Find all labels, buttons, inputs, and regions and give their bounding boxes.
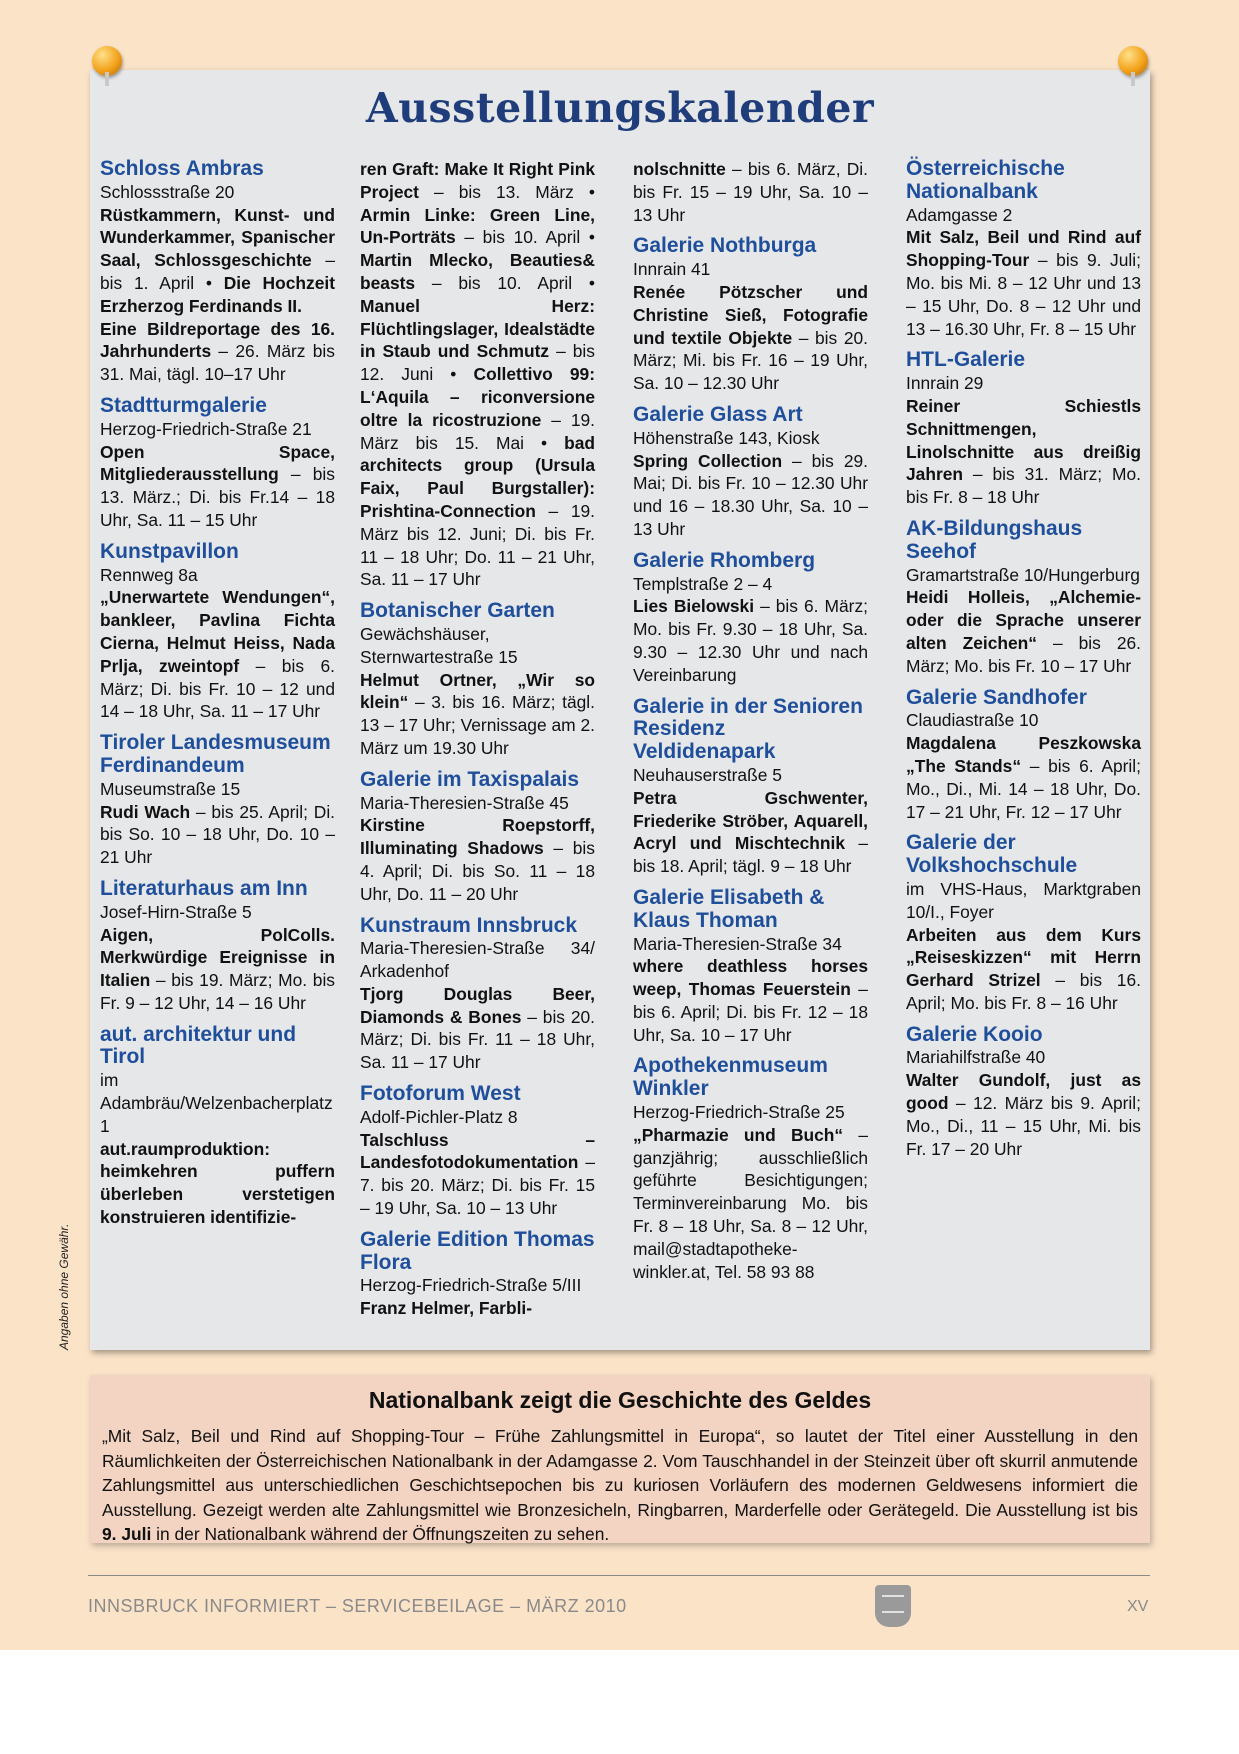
entry-text: Rüstkammern, Kunst- und Wunderkammer, Spanischer Saal, Schlossgeschichte – bis 1. April • Die Hochzeit Erzherzog Ferdinands II. [100, 204, 335, 316]
venue-heading: Schloss Ambras [100, 157, 264, 180]
venue-heading: Galerie Glass Art [633, 402, 803, 426]
box-text: „Mit Salz, Beil und Rind auf Shopping-Tour – Frühe Zahlungsmittel in Europa“, so lautet der Titel einer Ausstellung in den Räumlichkeiten der Österreichischen Nationalbank in der Adamgasse 2. Vom Tauschhandel in der Steinzeit über oft skurril anmutende Zahlungsmittel aus unterschiedlichen Geschichtsepochen bis zu kuriosen Vorläufern des modernen Geldwesens informiert die Ausstellung. Gezeigt werden alte Zahlungsmittel wie Bronzesicheln, Ringbarren, Marderfelle oder Gerätegeld. Die Ausstellung ist bis 9. Juli in der Nationalbank während der Öffnungszeiten zu sehen. [102, 1426, 1138, 1544]
column-2 [360, 158, 595, 1320]
page-number: XV [1127, 1598, 1149, 1615]
footer-text: INNSBRUCK INFORMIERT – SERVICEBEILAGE – MÄRZ 2010 [88, 1596, 627, 1616]
entry-text: Gramartstraße 10/Hungerburg [906, 564, 1140, 585]
entry-text: Rudi Wach – bis 25. April; Di. bis So. 10 – 18 Uhr, Do. 10 – 21 Uhr [100, 801, 336, 868]
entry-text: „Pharmazie und Buch“ – ganzjährig; ausschließlich geführte Besichtigungen; Terminvereinbarung Mo. bis Fr. 8 – 18 Uhr, Sa. 8 – 12 Uhr, mail@stadtapotheke-winkler.at, Tel. 58 93 88 [633, 1124, 868, 1282]
disclaimer-note: Angaben ohne Gewähr. [57, 1223, 71, 1350]
entry-text: Helmut Ortner, „Wir so klein“ – 3. bis 16. März; tägl. 13 – 17 Uhr; Vernissage am 2. März um 19.30 Uhr [360, 669, 595, 758]
venue-heading: Galerie Nothburga [633, 234, 817, 258]
venue-heading: HTL-Galerie [906, 348, 1026, 372]
entry-text: Rennweg 8a [100, 564, 198, 585]
entry-text: Maria-Theresien-Straße 45 [360, 792, 569, 813]
entry-text: Talschluss – Landesfotodokumentation – 7. bis 20. März; Di. bis Fr. 15 – 19 Uhr, Sa. 10 – 13 Uhr [360, 1129, 595, 1219]
venue-heading: Galerie Elisabeth & Klaus Thoman [633, 885, 825, 932]
pushpin-icon [92, 46, 122, 76]
entry-text: where deathless horses weep, Thomas Feuerstein – bis 6. April; Di. bis Fr. 12 – 18 Uhr, Sa. 10 – 17 Uhr [633, 956, 868, 1045]
box-title: Nationalbank zeigt die Geschichte des Geldes [368, 1387, 872, 1413]
entry-text: Maria-Theresien-Straße 34/ Arkadenhof [360, 938, 595, 982]
entry-text: nolschnitte – bis 6. März, Di. bis Fr. 15 – 19 Uhr, Sa. 10 – 13 Uhr [633, 159, 868, 225]
entry-text: Museumstraße 15 [100, 778, 241, 799]
column-4 [906, 158, 1141, 1160]
entry-text: Walter Gundolf, just as good – 12. März bis 9. April; Mo., Di., 11 – 15 Uhr, Mi. bis Fr. 17 – 20 Uhr [906, 1070, 1141, 1159]
entry-text: Lies Bielowski – bis 6. März; Mo. bis Fr. 9.30 – 18 Uhr, Sa. 9.30 – 12.30 Uhr und nach Vereinbarung [633, 596, 868, 685]
entry-text: Arbeiten aus dem Kurs „Reiseskizzen“ mit Herrn Gerhard Strizel – bis 16. April; Mo. bis Fr. 8 – 16 Uhr [906, 924, 1141, 1013]
venue-heading: Literaturhaus am Inn [100, 876, 308, 900]
entry-text: Franz Helmer, Farbli- [360, 1298, 533, 1319]
venue-heading: Stadtturmgalerie [100, 393, 267, 417]
entry-text: „Unerwartete Wendungen“, bankleer, Pavlina Fichta Cierna, Helmut Heiss, Nada Prlja, zweintopf – bis 6. März; Di. bis Fr. 10 – 12 und 14 – 18 Uhr, Sa. 11 – 17 Uhr [100, 587, 335, 722]
venue-heading: Tiroler Landesmuseum Ferdinandeum [100, 731, 331, 777]
entry-text: Höhenstraße 143, Kiosk [633, 427, 820, 448]
entry-text: Open Space, Mitgliederausstellung – bis 13. März.; Di. bis Fr.14 – 18 Uhr, Sa. 11 – 15 Uhr [100, 441, 335, 530]
entry-text: Gewächshäuser, Sternwartestraße 15 [360, 623, 518, 667]
entry-text: Mit Salz, Beil und Rind auf Shopping-Tour – bis 9. Juli; Mo. bis Mi. 8 – 12 Uhr und 13 – 15 Uhr, Do. 8 – 12 Uhr und 13 – 16.30 Uhr, Fr. 8 – 15 Uhr [906, 227, 1141, 339]
venue-heading: Österreichische Nationalbank [906, 157, 1065, 203]
venue-heading: Galerie Rhomberg [633, 548, 816, 572]
entry-text: Adamgasse 2 [906, 204, 1013, 225]
entry-text: Innrain 41 [633, 259, 711, 280]
entry-text: ren Graft: Make It Right Pink Project – bis 13. März • Armin Linke: Green Line, Un-Porträts – bis 10. April • Martin Mlecko, Beauties& beasts – bis 10. April • Manuel Herz: Flüchtlingslager, Idealstädte in Staub und Schmutz – bis 12. Juni • Collettivo 99: L‘Aquila – riconversione oltre la ricostruzione – 19. März bis 15. Mai • bad architects group (Ursula Faix, Paul Burgstaller): Prishtina-Connection – 19. März bis 12. Juni; Di. bis Fr. 11 – 18 Uhr; Do. 11 – 21 Uhr, Sa. 11 – 17 Uhr [360, 159, 595, 590]
entry-text: Adolf-Pichler-Platz 8 [360, 1106, 518, 1127]
entry-text: Heidi Holleis, „Alchemie- oder die Sprache unserer alten Zeichen“ – bis 26. März; Mo. bis Fr. 10 – 17 Uhr [906, 587, 1141, 676]
entry-text: Herzog-Friedrich-Straße 25 [633, 1102, 845, 1123]
venue-heading: Apothekenmuseum Winkler [633, 1054, 828, 1101]
entry-text: Maria-Theresien-Straße 34 [633, 933, 842, 954]
venue-heading: Galerie Edition Thomas Flora [360, 1227, 595, 1274]
entry-text: Mariahilfstraße 40 [906, 1047, 1046, 1068]
entry-text: Spring Collection – bis 29. Mai; Di. bis Fr. 10 – 12.30 Uhr und 16 – 18.30 Uhr, Sa. 10 – 13 Uhr [633, 450, 868, 539]
entry-text: Templstraße 2 – 4 [633, 573, 773, 594]
entry-text: im Adambräu/Welzenbacherplatz 1 [100, 1070, 333, 1136]
venue-heading: Fotoforum West [360, 1082, 521, 1106]
entry-text: Renée Pötzscher und Christine Sieß, Fotografie und textile Objekte – bis 20. März; Mi. bis Fr. 16 – 19 Uhr, Sa. 10 – 12.30 Uhr [633, 281, 868, 394]
entry-text: Innrain 29 [906, 373, 984, 394]
venue-heading: Galerie in der Senioren Residenz Veldidenapark [633, 694, 863, 764]
column-1 [100, 158, 335, 1229]
venue-heading: Galerie der Volkshochschule [906, 831, 1078, 878]
entry-text: im VHS-Haus, Marktgraben 10/I., Foyer [906, 878, 1141, 922]
venue-heading: Galerie im Taxispalais [360, 767, 580, 791]
entry-text: Neuhauserstraße 5 [633, 764, 782, 785]
venue-heading: Botanischer Garten [360, 599, 555, 623]
venue-heading: AK-Bildungshaus Seehof [906, 516, 1083, 563]
entry-text: Tjorg Douglas Beer, Diamonds & Bones – bis 20. März; Di. bis Fr. 11 – 18 Uhr, Sa. 11 – 17 Uhr [360, 983, 596, 1073]
entry-text: Eine Bildreportage des 16. Jahrhunderts – 26. März bis 31. Mai, tägl. 10–17 Uhr [100, 318, 335, 385]
entry-text: Claudiastraße 10 [906, 710, 1039, 731]
entry-text: Magdalena Peszkowska „The Stands“ – bis 6. April; Mo., Di., Mi. 14 – 18 Uhr, Do. 17 – 21 Uhr, Fr. 12 – 17 Uhr [906, 733, 1141, 822]
entry-text: Herzog-Friedrich-Straße 5/III [360, 1275, 582, 1296]
page-title: Ausstellungskalender [365, 84, 875, 132]
entry-text: Aigen, PolColls. Merkwürdige Ereignisse in Italien – bis 19. März; Mo. bis Fr. 9 – 12 Uhr, 14 – 16 Uhr [100, 924, 335, 1013]
city-crest-icon [875, 1585, 911, 1627]
venue-heading: aut. architektur und Tirol [100, 1022, 297, 1069]
nationalbank-box [90, 1375, 1150, 1543]
venue-heading: Kunstpavillon [100, 539, 239, 563]
venue-heading: Kunstraum Innsbruck [360, 913, 578, 937]
entry-text: Josef-Hirn-Straße 5 [100, 901, 252, 922]
entry-text: Petra Gschwenter, Friederike Ströber, Aquarell, Acryl und Mischtechnik – bis 18. April; tägl. 9 – 18 Uhr [633, 787, 868, 877]
entry-text: Kirstine Roepstorff, Illuminating Shadows – bis 4. April; Di. bis So. 11 – 18 Uhr, Do. 11 – 20 Uhr [360, 815, 595, 904]
entry-text: aut.raumproduktion: heimkehren puffern überleben verstetigen konstruieren identifizie- [100, 1138, 335, 1228]
entry-text: Herzog-Friedrich-Straße 21 [100, 418, 312, 439]
entry-text: Reiner Schiestls Schnittmengen, Linolschnitte aus dreißig Jahren – bis 31. März; Mo. bis Fr. 8 – 18 Uhr [906, 395, 1141, 508]
column-3 [633, 158, 868, 1283]
pushpin-icon [1118, 46, 1148, 76]
venue-heading: Galerie Sandhofer [906, 685, 1087, 709]
entry-text: Schlossstraße 20 [100, 181, 235, 202]
venue-heading: Galerie Kooio [906, 1022, 1043, 1046]
footer-divider [88, 1575, 1150, 1576]
